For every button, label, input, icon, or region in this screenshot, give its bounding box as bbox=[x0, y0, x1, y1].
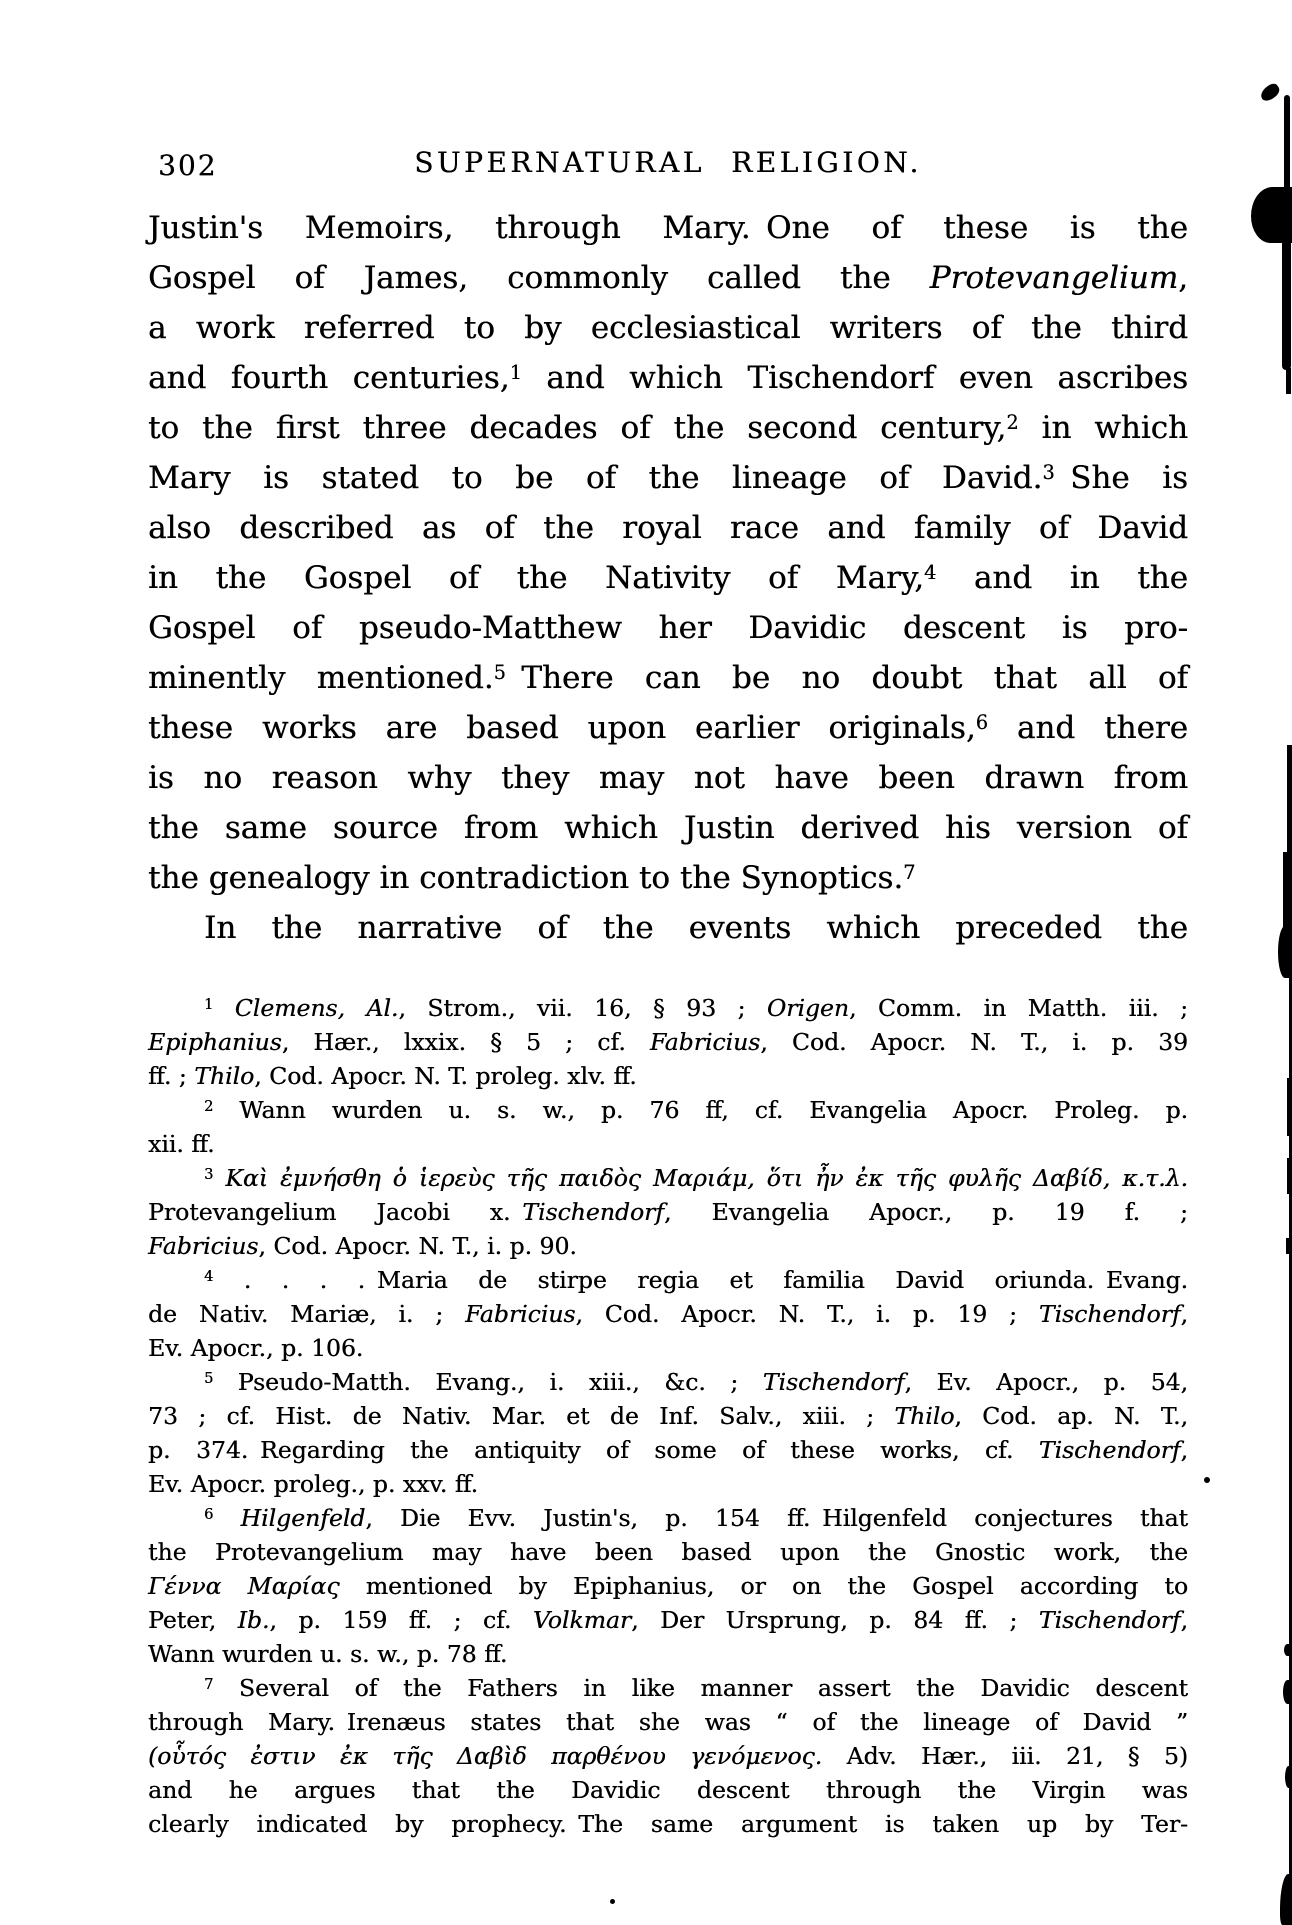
ink-blob bbox=[1258, 81, 1282, 103]
paragraph-new bbox=[148, 903, 1188, 953]
text-segment: Pseudo-Matth. Evang., i. xiii., &c. ; bbox=[213, 1368, 763, 1396]
text-segment: Γέννα Μαρίας bbox=[148, 1572, 340, 1600]
text-segment: Ev. Apocr. proleg., p. xxv. ff. bbox=[148, 1470, 479, 1498]
text-line bbox=[148, 403, 1188, 453]
text-line bbox=[148, 1603, 1188, 1637]
text-segment: Tischendorf bbox=[522, 1198, 664, 1226]
text-segment bbox=[213, 1164, 225, 1192]
footnote-4 bbox=[148, 1263, 1188, 1365]
text-line bbox=[148, 1705, 1188, 1739]
text-line bbox=[148, 1467, 1188, 1501]
ink-blob bbox=[1251, 187, 1292, 243]
text-segment: , bbox=[1180, 1436, 1188, 1464]
text-line bbox=[148, 753, 1188, 803]
ink-streak bbox=[1287, 745, 1292, 857]
ink-blob bbox=[1278, 926, 1292, 978]
text-segment: Wann wurden u. s. w., p. 76 ff, cf. Evangelia Apocr. Proleg. p. bbox=[213, 1096, 1188, 1124]
text-segment: Epiphanius bbox=[148, 1028, 282, 1056]
text-segment: a work referred to by ecclesiastical writers of the third bbox=[148, 310, 1188, 346]
footnote-ref: 4 bbox=[924, 561, 937, 585]
text-segment bbox=[213, 1504, 240, 1532]
text-segment: Tischendorf bbox=[1038, 1606, 1181, 1634]
text-segment: Thilo bbox=[194, 1062, 255, 1090]
text-segment: Gospel of James, commonly called the bbox=[148, 260, 930, 296]
footnote-2 bbox=[148, 1093, 1188, 1161]
text-segment: xii. ff. bbox=[148, 1130, 215, 1158]
text-segment: Adv. Hær., iii. 21, § 5) bbox=[822, 1742, 1188, 1770]
text-segment: and in the bbox=[936, 560, 1188, 596]
ink-streak bbox=[1283, 852, 1292, 934]
text-line bbox=[148, 1807, 1188, 1841]
ink-streak bbox=[1287, 1078, 1292, 1136]
text-segment: Protevangelium Jacobi x. bbox=[148, 1198, 523, 1226]
text-line bbox=[148, 653, 1188, 703]
text-segment: Hilgenfeld bbox=[240, 1504, 366, 1532]
text-segment: Several of the Fathers in like manner assert the Davidic descent bbox=[213, 1674, 1188, 1702]
text-line bbox=[148, 991, 1188, 1025]
text-line bbox=[148, 1739, 1188, 1773]
text-segment: and he argues that the Davidic descent through the Virgin was bbox=[148, 1776, 1188, 1804]
text-line bbox=[148, 703, 1188, 753]
text-line bbox=[148, 1535, 1188, 1569]
text-segment: mentioned by Epiphanius, or on the Gospel according to bbox=[339, 1572, 1188, 1600]
text-segment: minently mentioned. bbox=[148, 660, 494, 696]
text-segment: Origen bbox=[766, 994, 849, 1022]
text-segment: She is bbox=[1054, 460, 1188, 496]
footnotes-section bbox=[148, 991, 1188, 1841]
text-segment: also described as of the royal race and family of David bbox=[148, 510, 1188, 546]
text-segment: is no reason why they may not have been drawn from bbox=[148, 760, 1188, 796]
footnote-ref: 4 bbox=[204, 1268, 214, 1286]
text-segment: , Cod. Apocr. N. T., i. p. 90. bbox=[258, 1232, 577, 1260]
text-segment: Tischendorf bbox=[1038, 1300, 1181, 1328]
text-line bbox=[148, 1127, 1188, 1161]
footnote-ref: 2 bbox=[1006, 411, 1019, 435]
text-segment: Καὶ ἐμνήσθη ὁ ἱερεὺς τῆς παιδὸς Μαριάμ, ὅτι ἦν ἐκ τῆς φυλῆς Δαβίδ, κ.τ.λ. bbox=[225, 1164, 1188, 1192]
text-segment: in which bbox=[1018, 410, 1188, 446]
footnote-ref: 6 bbox=[975, 711, 988, 735]
text-line bbox=[148, 203, 1188, 253]
text-segment: ff. ; bbox=[148, 1062, 195, 1090]
text-line bbox=[148, 553, 1188, 603]
text-segment: Ib. bbox=[237, 1606, 270, 1634]
text-segment: clearly indicated by prophecy. The same argument is taken up by Ter- bbox=[148, 1810, 1188, 1838]
text-segment: the Protevangelium may have been based upon the Gnostic work, the bbox=[148, 1538, 1188, 1566]
text-segment: Thilo bbox=[894, 1402, 955, 1430]
footnote-6 bbox=[148, 1501, 1188, 1671]
text-segment: , Strom., vii. 16, § 93 ; bbox=[398, 994, 767, 1022]
text-line bbox=[148, 303, 1188, 353]
footnote-ref: 5 bbox=[493, 661, 506, 685]
text-segment: , Comm. in Matth. iii. ; bbox=[848, 994, 1188, 1022]
text-segment: Tischendorf bbox=[1038, 1436, 1181, 1464]
text-segment: , p. 159 ff. ; cf. bbox=[269, 1606, 533, 1634]
text-line bbox=[148, 503, 1188, 553]
text-line bbox=[148, 903, 1188, 953]
body-text bbox=[148, 203, 1188, 953]
text-line bbox=[148, 1773, 1188, 1807]
running-title: SUPERNATURAL RELIGION. bbox=[414, 146, 922, 179]
footnote-ref: 3 bbox=[1042, 461, 1055, 485]
text-segment: these works are based upon earlier originals, bbox=[148, 710, 976, 746]
ink-blob bbox=[1280, 1874, 1292, 1925]
text-segment: 73 ; cf. Hist. de Nativ. Mar. et de Inf. Salv., xiii. ; bbox=[148, 1402, 895, 1430]
footnote-7 bbox=[148, 1671, 1188, 1841]
text-segment: , Der Ursprung, p. 84 ff. ; bbox=[631, 1606, 1039, 1634]
text-segment: , bbox=[1180, 1606, 1188, 1634]
text-line bbox=[148, 1161, 1188, 1195]
footnote-ref: 3 bbox=[204, 1166, 214, 1184]
text-segment: , Cod. Apocr. N. T. proleg. xlv. ff. bbox=[254, 1062, 637, 1090]
text-segment: Mary is stated to be of the lineage of David. bbox=[148, 460, 1043, 496]
text-segment: Peter, bbox=[148, 1606, 238, 1634]
text-line bbox=[148, 1025, 1188, 1059]
text-line bbox=[148, 1501, 1188, 1535]
footnote-ref: 2 bbox=[204, 1098, 214, 1116]
ink-streak bbox=[1287, 1158, 1292, 1194]
text-line bbox=[148, 1569, 1188, 1603]
ink-blob bbox=[1285, 1766, 1292, 1788]
text-segment: , bbox=[1180, 1300, 1189, 1328]
text-line bbox=[148, 1229, 1188, 1263]
text-line bbox=[148, 1297, 1188, 1331]
text-segment: Tischendorf bbox=[762, 1368, 905, 1396]
text-segment: (οὗτός ἐστιν ἐκ τῆς Δαβὶδ παρθένου γενόμενος. bbox=[148, 1742, 823, 1770]
text-line bbox=[148, 1331, 1188, 1365]
text-segment: Justin's Memoirs, through Mary. One of these is the bbox=[148, 210, 1188, 246]
ink-streak bbox=[1286, 1238, 1292, 1254]
text-segment: Protevangelium bbox=[929, 260, 1179, 296]
footnote-3 bbox=[148, 1161, 1188, 1263]
text-segment: Fabricius bbox=[148, 1232, 259, 1260]
text-line bbox=[148, 803, 1188, 853]
text-segment: the genealogy in contradiction to the Synoptics. bbox=[148, 860, 904, 896]
text-line bbox=[148, 1637, 1188, 1671]
page-header bbox=[148, 146, 1188, 186]
text-segment: through Mary. Irenæus states that she was “ of the lineage of David ” bbox=[148, 1708, 1188, 1736]
footnote-ref: 1 bbox=[509, 361, 522, 385]
footnote-ref: 5 bbox=[204, 1370, 214, 1388]
text-segment: in the Gospel of the Nativity of Mary, bbox=[148, 560, 925, 596]
text-line bbox=[148, 453, 1188, 503]
footnote-ref: 1 bbox=[204, 996, 214, 1014]
ink-blob bbox=[1283, 1680, 1292, 1704]
text-segment: In the narrative of the events which preceded the bbox=[204, 910, 1188, 946]
text-segment: , Hær., lxxix. § 5 ; cf. bbox=[281, 1028, 650, 1056]
paragraph-continuation bbox=[148, 203, 1188, 903]
ink-blob bbox=[1284, 1644, 1291, 1656]
text-segment: , Cod. Apocr. N. T., i. p. 19 ; bbox=[575, 1300, 1039, 1328]
text-line bbox=[148, 1195, 1188, 1229]
text-segment: to the first three decades of the second century, bbox=[148, 410, 1007, 446]
text-line bbox=[148, 253, 1188, 303]
ink-speck bbox=[610, 1899, 615, 1904]
text-segment: Ev. Apocr., p. 106. bbox=[148, 1334, 364, 1362]
text-segment: , Ev. Apocr., p. 54, bbox=[904, 1368, 1188, 1396]
ink-streak bbox=[1282, 240, 1291, 370]
text-segment: p. 374. Regarding the antiquity of some of these works, cf. bbox=[148, 1436, 1039, 1464]
ink-speck bbox=[1204, 1477, 1210, 1483]
footnote-1 bbox=[148, 991, 1188, 1093]
text-segment: . . . . Maria de stirpe regia et familia David oriunda. Evang. bbox=[213, 1266, 1188, 1294]
text-segment: the same source from which Justin derived his version of bbox=[148, 810, 1188, 846]
text-segment: Fabricius bbox=[649, 1028, 761, 1056]
text-line bbox=[148, 853, 1188, 903]
ink-streak bbox=[1286, 368, 1291, 394]
ink-streak bbox=[1284, 95, 1290, 200]
text-segment: Gospel of pseudo-Matthew her Davidic descent is pro- bbox=[148, 610, 1188, 646]
text-line bbox=[148, 1093, 1188, 1127]
footnote-ref: 6 bbox=[204, 1506, 214, 1524]
text-segment: , Evangelia Apocr., p. 19 f. ; bbox=[663, 1198, 1188, 1226]
text-segment: and there bbox=[987, 710, 1188, 746]
text-segment: Clemens, Al. bbox=[234, 994, 399, 1022]
text-segment: Fabricius bbox=[465, 1300, 576, 1328]
footnote-5 bbox=[148, 1365, 1188, 1501]
text-line bbox=[148, 1263, 1188, 1297]
text-line bbox=[148, 1671, 1188, 1705]
footnote-ref: 7 bbox=[903, 861, 916, 885]
text-segment: , Die Evv. Justin's, p. 154 ff. Hilgenfeld conjectures that bbox=[365, 1504, 1188, 1532]
text-segment: and which Tischendorf even ascribes bbox=[521, 360, 1189, 396]
text-line bbox=[148, 353, 1188, 403]
footnote-ref: 7 bbox=[204, 1676, 214, 1694]
text-line bbox=[148, 1059, 1188, 1093]
text-line bbox=[148, 1365, 1188, 1399]
text-segment: Wann wurden u. s. w., p. 78 ff. bbox=[148, 1640, 508, 1668]
text-segment: , Cod. ap. N. T., bbox=[954, 1402, 1188, 1430]
text-segment: , bbox=[1178, 260, 1188, 296]
text-segment: de Nativ. Mariæ, i. ; bbox=[148, 1300, 466, 1328]
text-segment bbox=[213, 994, 234, 1022]
text-segment: There can be no doubt that all of bbox=[505, 660, 1189, 696]
text-segment: and fourth centuries, bbox=[148, 360, 510, 396]
text-line bbox=[148, 1433, 1188, 1467]
page-number: 302 bbox=[158, 149, 218, 182]
text-segment: , Cod. Apocr. N. T., i. p. 39 bbox=[760, 1028, 1188, 1056]
text-line bbox=[148, 603, 1188, 653]
text-segment: Volkmar bbox=[532, 1606, 632, 1634]
text-line bbox=[148, 1399, 1188, 1433]
